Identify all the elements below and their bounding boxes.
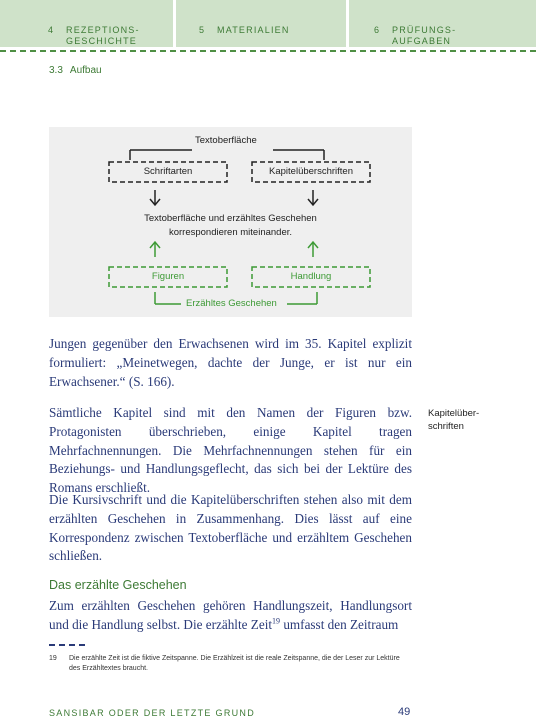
footer-book-title: SANSIBAR ODER DER LETZTE GRUND	[49, 708, 256, 718]
structure-diagram	[49, 127, 412, 317]
subheading: Das erzählte Geschehen	[49, 578, 187, 592]
footnote-ref[interactable]: 19	[272, 616, 281, 626]
tab-label: REZEPTIONS- GESCHICHTE	[66, 25, 140, 46]
tab-materialien[interactable]	[176, 0, 346, 47]
diagram-box-right-top-label: Kapitelüberschriften	[269, 166, 353, 177]
tab-number: 5	[199, 25, 206, 35]
footnote	[49, 654, 409, 674]
footnote-divider	[49, 644, 85, 646]
diagram-top-label: Textoberfläche	[195, 135, 257, 146]
header-divider	[0, 50, 536, 52]
margin-note: Kapitelüber- schriften	[428, 408, 480, 432]
diagram-bottom-label: Erzähltes Geschehen	[186, 298, 277, 309]
tab-label: PRÜFUNGS- AUFGABEN	[392, 25, 457, 46]
diagram-box-left-bottom-label: Figuren	[151, 271, 185, 282]
diagram-box-left-top-label: Schriftarten	[143, 166, 193, 177]
paragraph-4: Zum erzählten Geschehen gehören Handlungszeit, Handlungsort und die Handlung selbst. Die erzählte Zeit$^{19}$ umfasst den Zeitraum	[49, 598, 412, 632]
tab-rezeptionsgeschichte[interactable]	[0, 0, 173, 47]
footnote-number: 19	[49, 655, 57, 662]
tab-number: 6	[374, 25, 381, 35]
chapter-tabs	[0, 0, 536, 47]
section-label: 3.3 Aufbau	[49, 65, 102, 76]
diagram-center-text: Textoberfläche und erzähltes Geschehen korrespondieren miteinander.	[144, 213, 317, 238]
footnote-text: Die erzählte Zeit ist die fiktive Zeitspanne. Die Erzählzeit ist die reale Zeitspanne, die der Leser zur Lektüre des Erzähltextes braucht.	[69, 655, 400, 672]
paragraph-1: Jungen gegenüber den Erwachsenen wird im 35. Kapitel explizit formuliert: „Meinetwegen, dachte der Junge, er ist nur ein Erwachsener.“ (S. 166).	[49, 336, 412, 389]
diagram-box-right-bottom-label: Handlung	[290, 271, 332, 282]
tab-pruefungsaufgaben[interactable]	[349, 0, 536, 47]
tab-number: 4	[48, 25, 55, 35]
tab-label: MATERIALIEN	[217, 25, 290, 35]
paragraph-3: Die Kursivschrift und die Kapitelüberschriften stehen also mit dem erzählten Geschehen in Zusammenhang. Dies lässt auf eine Korrespondenz zwischen Textoberfläche und erzähltem Geschehen schließen.	[49, 492, 412, 564]
page-number: 49	[398, 706, 411, 718]
paragraph-2: Sämtliche Kapitel sind mit den Namen der Figuren bzw. Protagonisten überschrieben, einige Kapitel tragen Mehrfachnennungen. Die Mehrfachnennungen stehen für ein Beziehungs- und Handlungsgeflecht, das sich bei der Lektüre des Romans erschließt.	[49, 405, 412, 496]
